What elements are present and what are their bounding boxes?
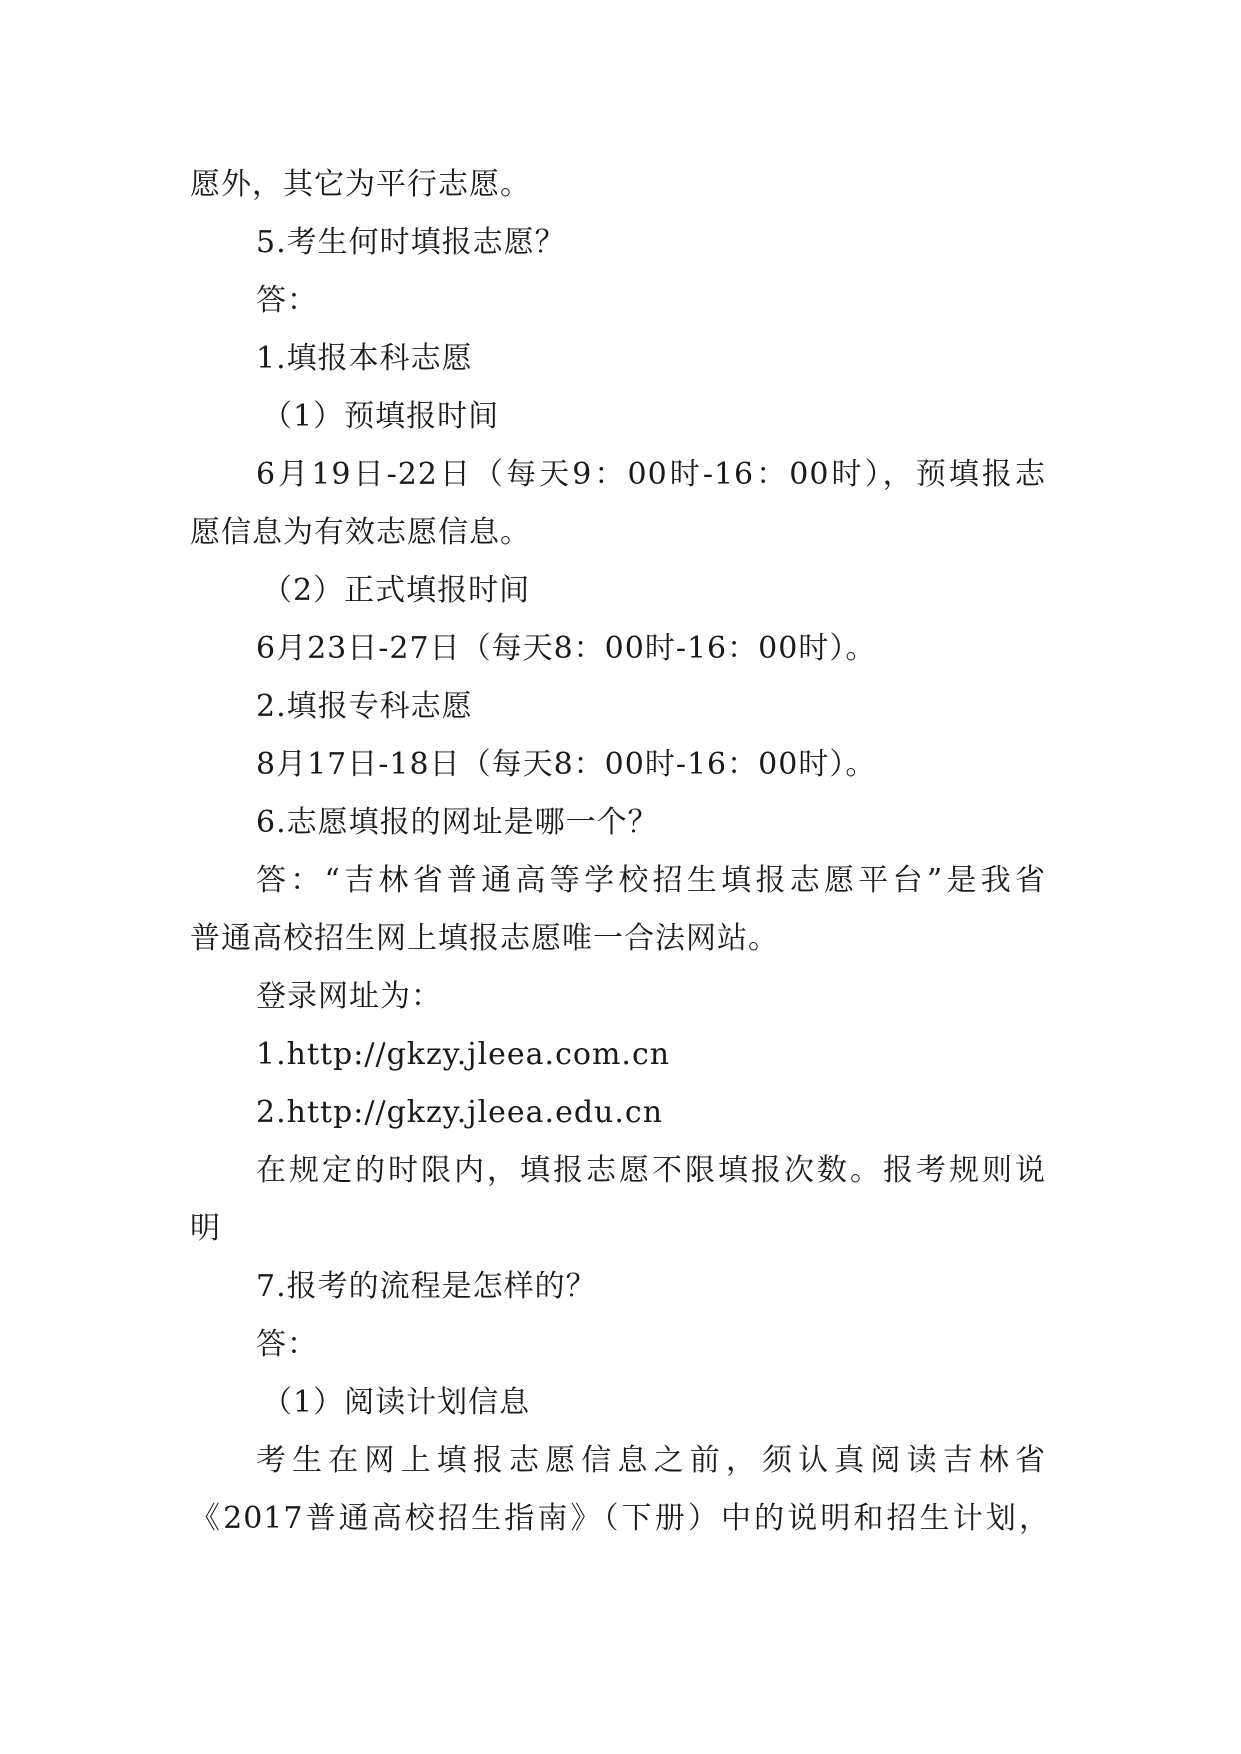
answer-label: 答：	[256, 1327, 318, 1362]
url-line: 1.http://gkzy.jleea.com.cn	[256, 1037, 671, 1072]
question-heading: 5.考生何时填报志愿？	[256, 225, 566, 260]
question-heading: 6.志愿填报的网址是哪一个？	[256, 805, 659, 840]
paragraph-line: 答：“吉林省普通高等学校招生填报志愿平台”是我省	[256, 863, 1046, 898]
section-heading: 1.填报本科志愿	[256, 341, 473, 376]
section-heading: 2.填报专科志愿	[256, 689, 473, 724]
answer-label: 答：	[256, 283, 318, 318]
paragraph-line: 普通高校招生网上填报志愿唯一合法网站。	[190, 921, 779, 956]
url-line: 2.http://gkzy.jleea.edu.cn	[256, 1095, 664, 1130]
paragraph-line: 登录网址为：	[256, 979, 442, 1014]
paragraph-line: 愿信息为有效志愿信息。	[190, 515, 531, 550]
paragraph-line: 《2017普通高校招生指南》（下册）中的说明和招生计划，	[190, 1501, 1050, 1536]
paragraph-line: 在规定的时限内，填报志愿不限填报次数。报考规则说	[256, 1153, 1046, 1188]
subsection-heading: （2）正式填报时间	[262, 573, 531, 608]
paragraph-line: 6月19日-22日（每天9：00时-16：00时），预填报志	[256, 457, 1046, 492]
question-heading: 7.报考的流程是怎样的？	[256, 1269, 597, 1304]
paragraph-line: 8月17日-18日（每天8：00时-16：00时）。	[256, 747, 877, 782]
paragraph-line: 考生在网上填报志愿信息之前，须认真阅读吉林省	[256, 1443, 1046, 1478]
paragraph-line: 6月23日-27日（每天8：00时-16：00时）。	[256, 631, 877, 666]
subsection-heading: （1）预填报时间	[262, 399, 500, 434]
paragraph-line: 明	[190, 1211, 221, 1246]
paragraph-line: 愿外，其它为平行志愿。	[190, 167, 531, 202]
subsection-heading: （1）阅读计划信息	[262, 1385, 531, 1420]
